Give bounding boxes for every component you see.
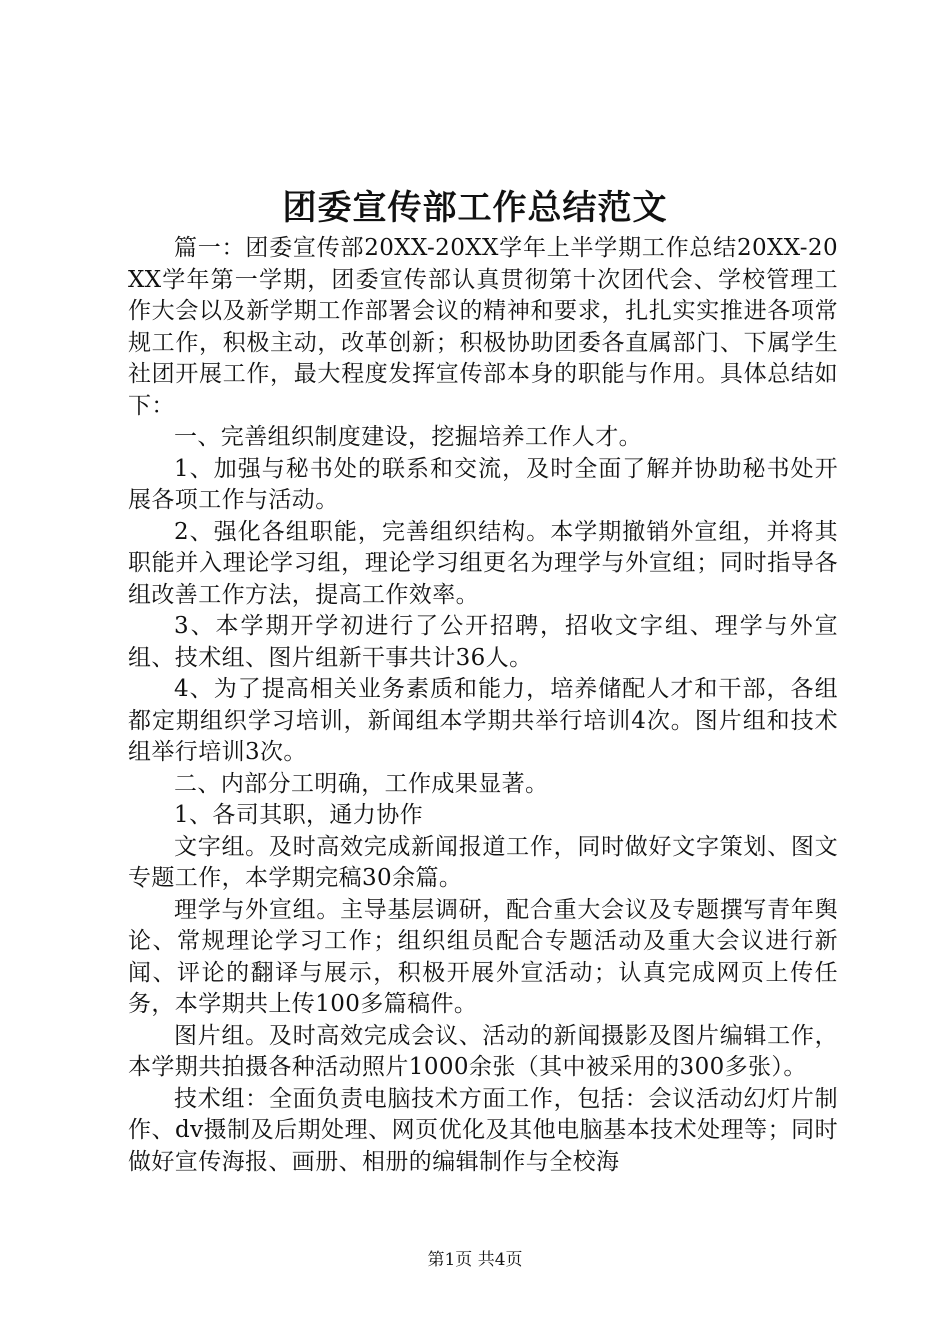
paragraph-tech-group: 技术组：全面负责电脑技术方面工作，包括：会议活动幻灯片制作、dv摄制及后期处理、网页优化及其他电脑基本技术处理等；同时做好宣传海报、画册、相册的编辑制作与全校海 [128, 1085, 838, 1175]
paragraph-photo-group: 图片组。及时高效完成会议、活动的新闻摄影及图片编辑工作，本学期共拍摄各种活动照片1000余张（其中被采用的300多张）。 [128, 1022, 838, 1080]
document-body [128, 233, 838, 1178]
list-item: 4、为了提高相关业务素质和能力，培养储配人才和干部，各组都定期组织学习培训，新闻组本学期共举行培训4次。图片组和技术组举行培训3次。 [128, 676, 838, 765]
paragraph-text-group: 文字组。及时高效完成新闻报道工作，同时做好文字策划、图文专题工作，本学期完稿30余篇。 [128, 833, 838, 891]
document-title: 团委宣传部工作总结范文 [282, 188, 668, 228]
section-heading-1: 一、完善组织制度建设，挖掘培养工作人才。 [174, 424, 642, 450]
list-item: 2、强化各组职能，完善组织结构。本学期撤销外宣组，并将其职能并入理论学习组，理论学习组更名为理学与外宣组；同时指导各组改善工作方法，提高工作效率。 [128, 518, 838, 608]
page-number: 第1页 共4页 [427, 1250, 523, 1270]
paragraph-theory-group: 理学与外宣组。主导基层调研，配合重大会议及专题撰写青年舆论、常规理论学习工作；组织组员配合专题活动及重大会议进行新闻、评论的翻译与展示，积极开展外宣活动；认真完成网页上传任务，本学期共上传100多篇稿件。 [128, 896, 838, 1017]
list-item: 1、各司其职，通力协作 [174, 802, 424, 828]
list-item: 3、本学期开学初进行了公开招聘，招收文字组、理学与外宣组、技术组、图片组新干事共计36人。 [128, 613, 838, 671]
section-heading-2: 二、内部分工明确，工作成果显著。 [174, 770, 549, 797]
paragraph-intro: 篇一：团委宣传部20XX-20XX学年上半学期工作总结20XX-20XX学年第一学期，团委宣传部认真贯彻第十次团代会、学校管理工作大会以及新学期工作部署会议的精神和要求，扎扎实实推进各项常规工作，积极主动，改革创新；积极协助团委各直属部门、下属学生社团开展工作，最大程度发挥宣传部本身的职能与作用。具体总结如下： [128, 235, 838, 419]
list-item: 1、加强与秘书处的联系和交流，及时全面了解并协助秘书处开展各项工作与活动。 [128, 455, 838, 513]
